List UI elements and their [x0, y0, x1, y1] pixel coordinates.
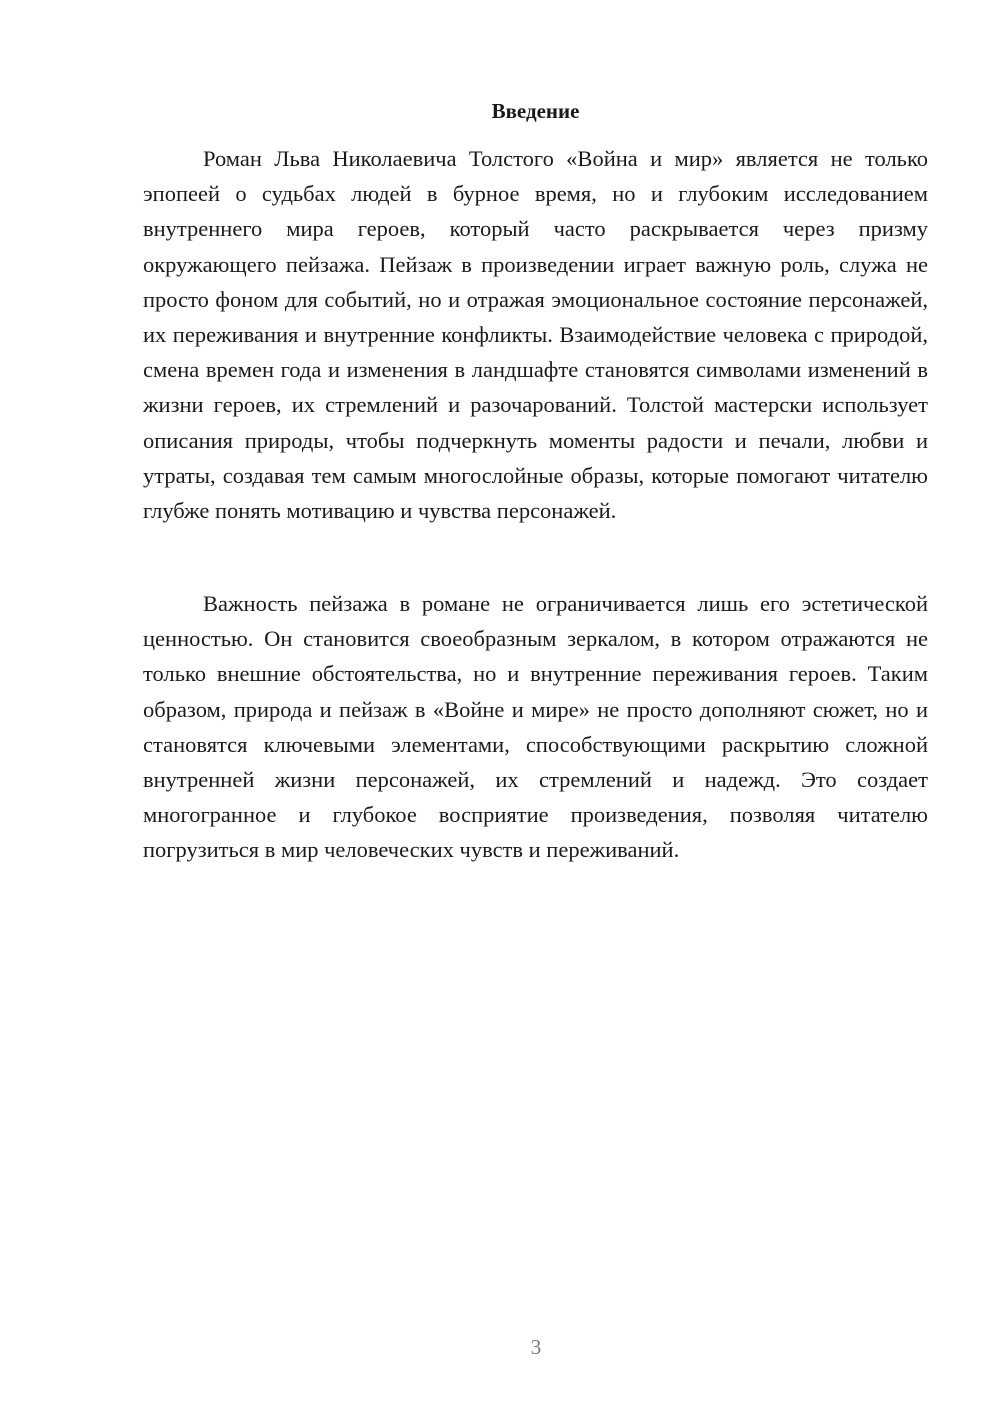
- body-paragraph: Важность пейзажа в романе не ограничивается лишь его эстетической ценностью. Он становится своеобразным зеркалом, в котором отражаются не только внешние обстоятельства, но и внутренние переживания героев. Таким образом, природа и пейзаж в «Войне и мире» не просто дополняют сюжет, но и становятся ключевыми элементами, способствующими раскрытию сложной внутренней жизни персонажей, их стремлений и надежд. Это создает многогранное и глубокое восприятие произведения, позволяя читателю погрузиться в мир человеческих чувств и переживаний.: [143, 591, 928, 863]
- body-paragraph: Роман Льва Николаевича Толстого «Война и мир» является не только эпопеей о судьбах людей в бурное время, но и глубоким исследованием внутреннего мира героев, который часто раскрывается через призму окружающего пейзажа. Пейзаж в произведении играет важную роль, служа не просто фоном для событий, но и отражая эмоциональное состояние персонажей, их переживания и внутренние конфликты. Взаимодействие человека с природой, смена времен года и изменения в ландшафте становятся символами изменений в жизни героев, их стремлений и разочарований. Толстой мастерски использует описания природы, чтобы подчеркнуть моменты радости и печали, любви и утраты, создавая тем самым многослойные образы, которые помогают читателю глубже понять мотивацию и чувства персонажей.: [143, 146, 928, 524]
- page-number: 3: [530, 1335, 542, 1359]
- page-title: Введение: [491, 99, 580, 123]
